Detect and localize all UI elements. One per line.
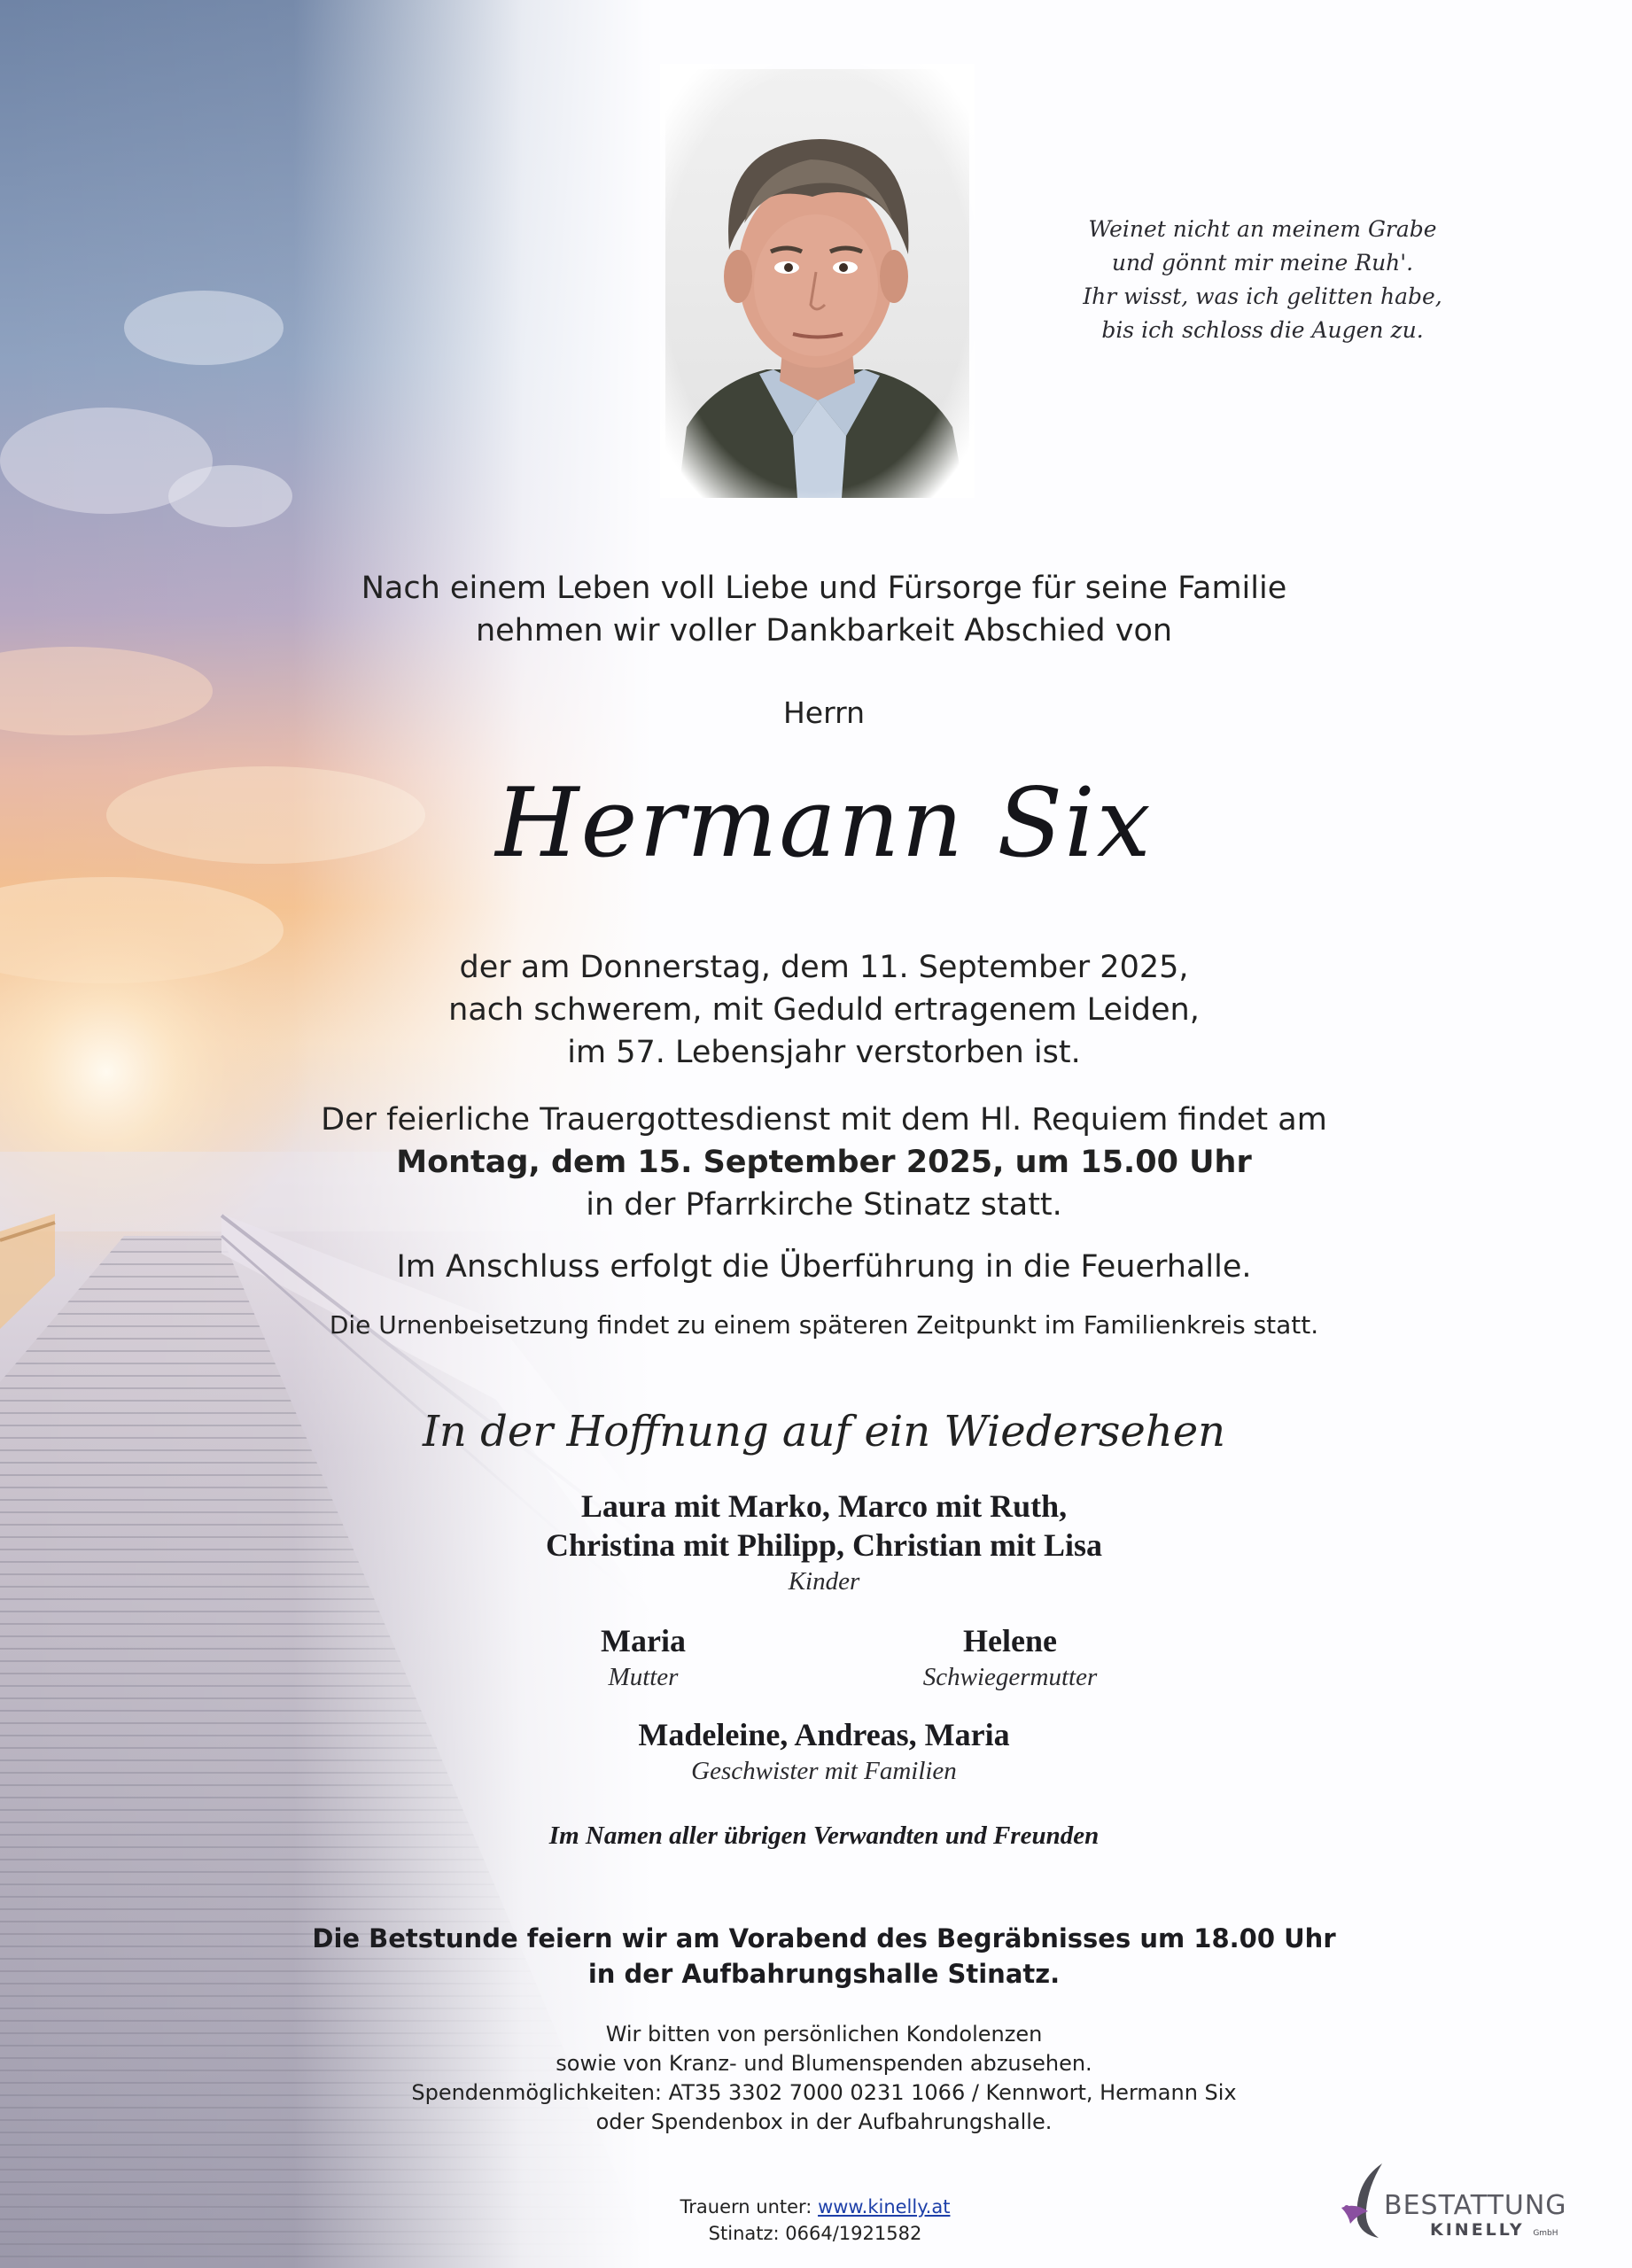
condolence-link-row <box>638 2194 992 2220</box>
poem-line: Weinet nicht an meinem Grabe <box>1088 216 1437 242</box>
condolence-request <box>292 2020 1356 2137</box>
mourner-mother <box>466 1621 820 1694</box>
mother-name: Maria <box>601 1623 686 1658</box>
siblings-names: Madeleine, Andreas, Maria <box>638 1717 1010 1752</box>
mother-in-law-name: Helene <box>963 1623 1057 1658</box>
service-date-time: Montag, dem 15. September 2025, um 15.00 Uhr <box>396 1145 1252 1180</box>
logo-text-bestattung: BESTATTUNG <box>1384 2190 1567 2221</box>
prayer-location: in der Aufbahrungshalle Stinatz. <box>587 1959 1061 1989</box>
logo-text-kinelly-name: KINELLY <box>1430 2220 1525 2240</box>
condolence-line: oder Spendenbox in der Aufbahrungshalle. <box>595 2109 1053 2134</box>
funeral-service <box>292 1099 1356 1226</box>
intro-line: Nach einem Leben voll Liebe und Fürsorge für seine Familie <box>361 571 1287 606</box>
salutation: Herrn <box>782 695 865 730</box>
condolence-link-prefix: Trauern unter: <box>680 2196 812 2218</box>
kinelly-website-link[interactable]: www.kinelly.at <box>818 2196 951 2218</box>
mourners-children <box>292 1487 1356 1598</box>
service-line: Der feierliche Trauergottesdienst mit dem Hl. Requiem findet am <box>321 1102 1327 1138</box>
intro-line: nehmen wir voller Dankbarkeit Abschied von <box>475 613 1173 649</box>
children-role: Kinder <box>788 1567 860 1596</box>
death-notice-line: der am Donnerstag, dem 11. September 2025, <box>459 950 1189 985</box>
death-notice <box>292 946 1356 1074</box>
siblings-role: Geschwister mit Familien <box>691 1757 957 1785</box>
condolence-line: Wir bitten von persönlichen Kondolenzen <box>605 2022 1043 2047</box>
children-names: Laura mit Marko, Marco mit Ruth, <box>580 1488 1068 1524</box>
mourner-mother-in-law <box>833 1621 1187 1694</box>
phone-number: Stinatz: 0664/1921582 <box>708 2223 922 2244</box>
poem-line: Ihr wisst, was ich gelitten habe, <box>1083 284 1442 309</box>
death-notice-line: im 57. Lebensjahr verstorben ist. <box>567 1035 1081 1070</box>
prayer-line: Die Betstunde feiern wir am Vorabend des Begräbnisses um 18.00 Uhr <box>312 1923 1336 1953</box>
mourners-siblings <box>292 1715 1356 1788</box>
poem-line: und gönnt mir meine Ruh'. <box>1111 250 1414 276</box>
logo-text-kinelly <box>1430 2220 1558 2240</box>
urn-burial-notice: Die Urnenbeisetzung findet zu einem späteren Zeitpunkt im Familienkreis statt. <box>329 1310 1319 1340</box>
intro-text <box>292 567 1356 652</box>
mother-role: Mutter <box>608 1663 679 1691</box>
prayer-service <box>292 1921 1356 1992</box>
service-location: in der Pfarrkirche Stinatz statt. <box>586 1187 1062 1223</box>
death-notice-line: nach schwerem, mit Geduld ertragenem Leiden, <box>448 992 1200 1028</box>
deceased-name: Hermann Six <box>495 768 1153 879</box>
portrait-photo <box>660 64 975 498</box>
children-names: Christina mit Philipp, Christian mit Lisa <box>545 1527 1103 1563</box>
hope-line: In der Hoffnung auf ein Wiedersehen <box>422 1407 1226 1456</box>
funeral-home-logo <box>1338 2156 1568 2245</box>
other-mourners: Im Namen aller übrigen Verwandten und Freunden <box>548 1821 1100 1850</box>
bird-logo-icon <box>1338 2156 1391 2245</box>
donation-info: Spendenmöglichkeiten: AT35 3302 7000 0231 1066 / Kennwort, Hermann Six <box>411 2080 1237 2105</box>
transfer-notice: Im Anschluss erfolgt die Überführung in die Feuerhalle. <box>396 1249 1252 1285</box>
mother-in-law-role: Schwiegermutter <box>922 1663 1098 1691</box>
memorial-poem <box>1072 213 1453 347</box>
logo-text-gmbh: GmbH <box>1533 2229 1558 2238</box>
poem-line: bis ich schloss die Augen zu. <box>1101 317 1424 343</box>
contact-info <box>638 2194 992 2247</box>
condolence-line: sowie von Kranz- und Blumenspenden abzusehen. <box>556 2051 1092 2076</box>
